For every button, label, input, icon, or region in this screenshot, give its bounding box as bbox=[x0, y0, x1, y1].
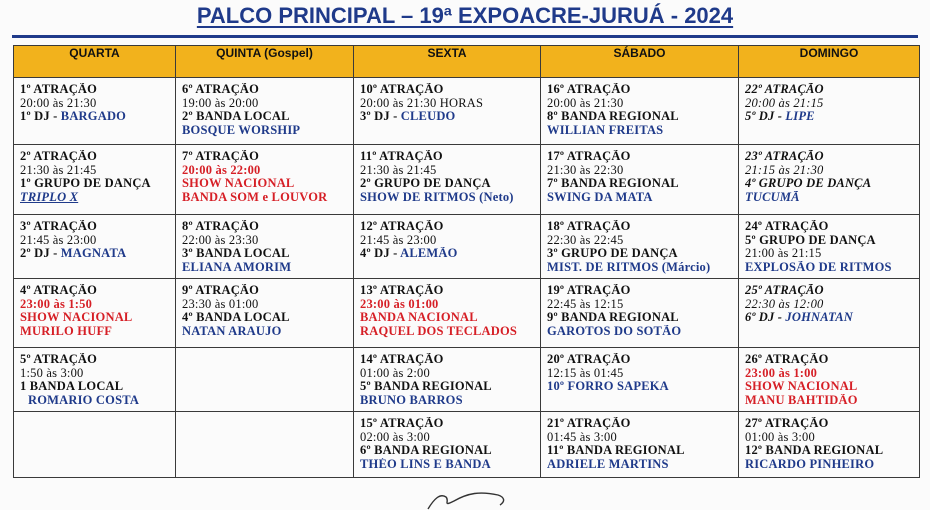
page-title: PALCO PRINCIPAL – 19ª EXPOACRE-JURUÁ - 2024 bbox=[196, 3, 734, 28]
schedule-cell: 20º ATRAÇÃO 12:15 às 01:45 10º FORRO SAPEKA bbox=[541, 348, 739, 412]
schedule-cell: 10º ATRAÇÃO 20:00 às 21:30 HORAS 3º DJ - CLEUDO bbox=[354, 78, 541, 145]
schedule-cell: 23º ATRAÇÃO 21:15 às 21:30 4º GRUPO DE DANÇA TUCUMÃ bbox=[739, 145, 920, 215]
schedule-cell-empty bbox=[176, 412, 354, 478]
schedule-cell: 6º ATRAÇÃO 19:00 às 20:00 2º BANDA LOCAL BOSQUE WORSHIP bbox=[176, 78, 354, 145]
header-sexta: SEXTA bbox=[354, 46, 541, 78]
schedule-cell: 17º ATRAÇÃO 21:30 às 22:30 7º BANDA REGIONAL SWING DA MATA bbox=[541, 145, 739, 215]
header-row bbox=[14, 46, 920, 78]
schedule-cell: 16º ATRAÇÃO 20:00 às 21:30 8º BANDA REGIONAL WILLIAN FREITAS bbox=[541, 78, 739, 145]
schedule-cell: 4º ATRAÇÃO 23:00 às 1:50 SHOW NACIONAL MURILO HUFF bbox=[14, 279, 176, 348]
schedule-table bbox=[13, 45, 920, 478]
schedule-cell: 24º ATRAÇÃO 5º GRUPO DE DANÇA 21:00 às 21:15 EXPLOSÃO DE RITMOS bbox=[739, 215, 920, 279]
schedule-cell-empty bbox=[176, 348, 354, 412]
schedule-cell: 27º ATRAÇÃO 01:00 às 3:00 12º BANDA REGIONAL RICARDO PINHEIRO bbox=[739, 412, 920, 478]
schedule-cell: 1º ATRAÇÃO 20:00 às 21:30 1º DJ - BARGADO bbox=[14, 78, 176, 145]
schedule-cell: 2º ATRAÇÃO 21:30 às 21:45 1º GRUPO DE DANÇA TRIPLO X bbox=[14, 145, 176, 215]
schedule-cell: 5º ATRAÇÃO 1:50 às 3:00 1 BANDA LOCAL ROMARIO COSTA bbox=[14, 348, 176, 412]
schedule-cell: 13º ATRAÇÃO 23:00 às 01:00 BANDA NACIONAL RAQUEL DOS TECLADOS bbox=[354, 279, 541, 348]
title-divider bbox=[12, 35, 918, 38]
table-row bbox=[14, 348, 920, 412]
schedule-cell-empty bbox=[14, 412, 176, 478]
schedule-cell: 25º ATRAÇÃO 22:30 às 12:00 6º DJ - JOHNATAN bbox=[739, 279, 920, 348]
table-row bbox=[14, 215, 920, 279]
schedule-cell: 21º ATRAÇÃO 01:45 às 3:00 11º BANDA REGIONAL ADRIELE MARTINS bbox=[541, 412, 739, 478]
signature bbox=[420, 485, 540, 510]
schedule-cell: 8º ATRAÇÃO 22:00 às 23:30 3º BANDA LOCAL ELIANA AMORIM bbox=[176, 215, 354, 279]
schedule-cell: 12º ATRAÇÃO 21:45 às 23:00 4º DJ - ALEMÃO bbox=[354, 215, 541, 279]
table-row bbox=[14, 78, 920, 145]
header-domingo: DOMINGO bbox=[739, 46, 920, 78]
schedule-cell: 22º ATRAÇÃO 20:00 às 21:15 5º DJ - LIPE bbox=[739, 78, 920, 145]
schedule-cell: 3º ATRAÇÃO 21:45 às 23:00 2º DJ - MAGNATA bbox=[14, 215, 176, 279]
header-sabado: SÁBADO bbox=[541, 46, 739, 78]
header-quarta: QUARTA bbox=[14, 46, 176, 78]
schedule-cell: 15º ATRAÇÃO 02:00 às 3:00 6º BANDA REGIONAL THÉO LINS E BANDA bbox=[354, 412, 541, 478]
schedule-cell: 11º ATRAÇÃO 21:30 às 21:45 2º GRUPO DE DANÇA SHOW DE RITMOS (Neto) bbox=[354, 145, 541, 215]
schedule-cell: 19º ATRAÇÃO 22:45 às 12:15 9º BANDA REGIONAL GAROTOS DO SOTÃO bbox=[541, 279, 739, 348]
header-quinta: QUINTA (Gospel) bbox=[176, 46, 354, 78]
table-row bbox=[14, 279, 920, 348]
schedule-cell: 26º ATRAÇÃO 23:00 às 1:00 SHOW NACIONAL MANU BAHTIDÃO bbox=[739, 348, 920, 412]
schedule-cell: 7º ATRAÇÃO 20:00 às 22:00 SHOW NACIONAL BANDA SOM e LOUVOR bbox=[176, 145, 354, 215]
schedule-cell: 14º ATRAÇÃO 01:00 às 2:00 5º BANDA REGIONAL BRUNO BARROS bbox=[354, 348, 541, 412]
schedule-cell: 18º ATRAÇÃO 22:30 às 22:45 3º GRUPO DE DANÇA MIST. DE RITMOS (Márcio) bbox=[541, 215, 739, 279]
schedule-cell: 9º ATRAÇÃO 23:30 às 01:00 4º BANDA LOCAL NATAN ARAUJO bbox=[176, 279, 354, 348]
table-row bbox=[14, 412, 920, 478]
table-row bbox=[14, 145, 920, 215]
